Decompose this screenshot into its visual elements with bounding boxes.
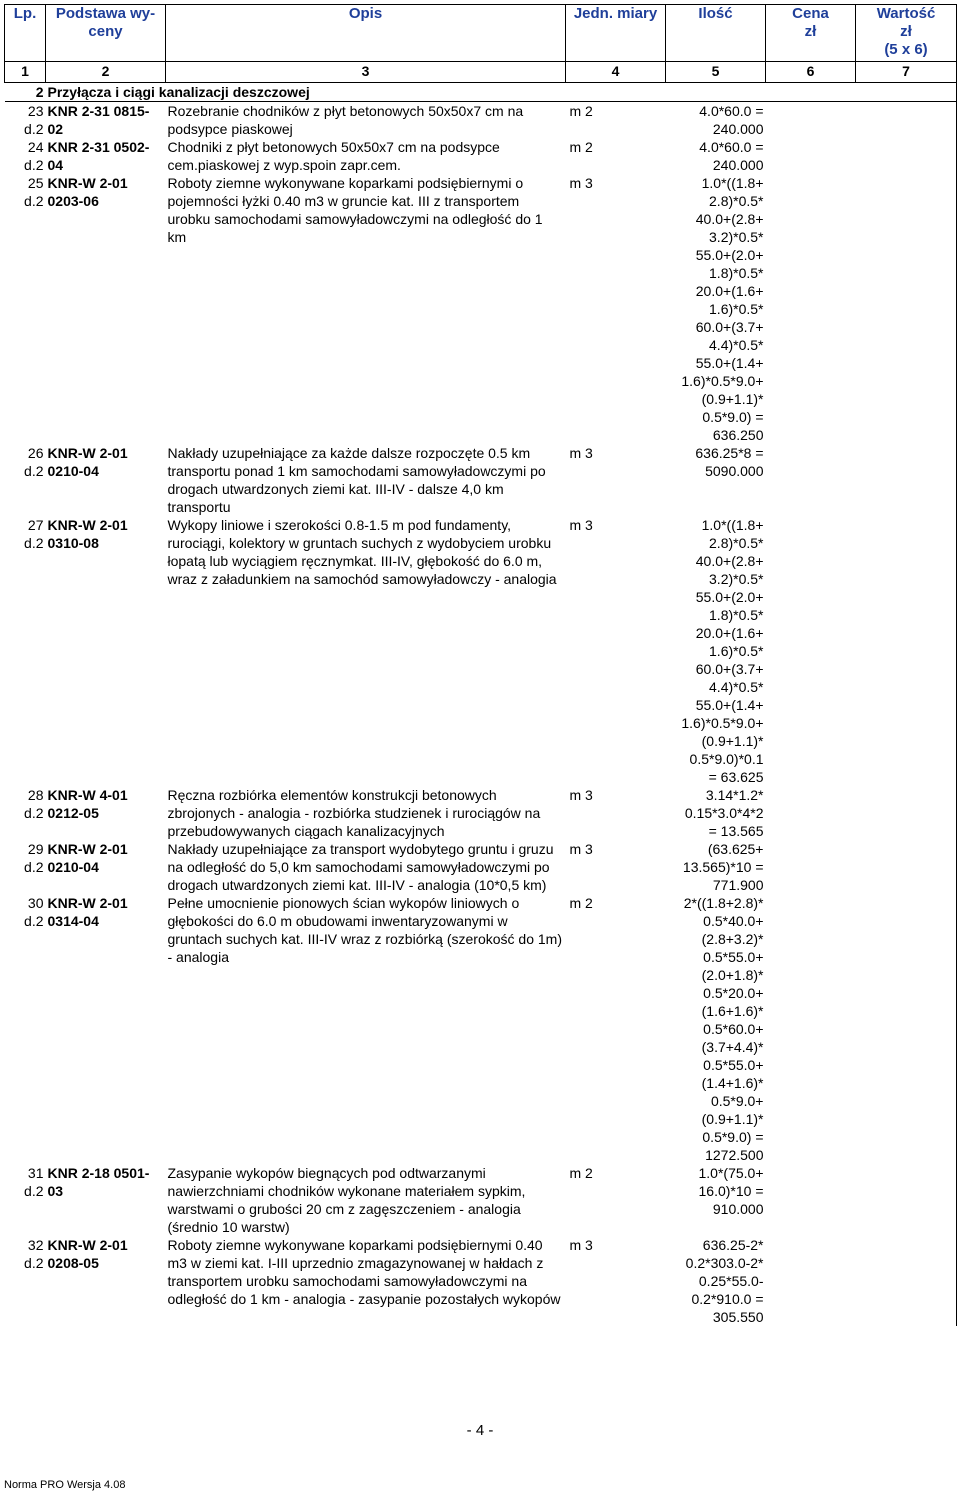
table-row — [5, 1164, 957, 1236]
row-basis: KNR 2-31 0815- 02 — [47, 103, 150, 137]
row-quantity: 1.0*(75.0+ 16.0)*10 = 910.000 — [698, 1165, 764, 1217]
header-opis: Opis — [166, 5, 566, 62]
table-row — [5, 444, 957, 516]
row-value — [856, 516, 957, 786]
column-number: 2 — [46, 62, 166, 83]
row-basis: KNR 2-31 0502- 04 — [47, 139, 150, 173]
row-price — [766, 138, 856, 174]
row-lp: 29 d.2 — [24, 841, 44, 875]
row-unit: m 2 — [569, 103, 593, 119]
row-price — [766, 786, 856, 840]
table-row — [5, 516, 957, 786]
row-quantity: 1.0*((1.8+ 2.8)*0.5* 40.0+(2.8+ 3.2)*0.5* 55.0+(2.0+ 1.8)*0.5* 20.0+(1.6+ 1.6)*0.5* 60.0+(3.7+ 4.4)*0.5* 55.0+(1.4+ 1.6)*0.5*9.0+ (0.9+1.1)* 0.5*9.0) = 636.250 — [681, 175, 764, 443]
row-quantity: 3.14*1.2* 0.15*3.0*4*2 = 13.565 — [684, 787, 764, 839]
row-basis: KNR-W 2-01 0314-04 — [47, 895, 128, 929]
row-lp: 27 d.2 — [24, 517, 44, 551]
row-quantity: 4.0*60.0 = 240.000 — [699, 103, 764, 137]
row-lp: 28 d.2 — [24, 787, 44, 821]
row-basis: KNR-W 2-01 0210-04 — [47, 445, 128, 479]
section-row — [5, 83, 957, 102]
row-lp: 30 d.2 — [24, 895, 44, 929]
table-row — [5, 840, 957, 894]
row-value — [856, 138, 957, 174]
table-row — [5, 894, 957, 1164]
row-price — [766, 516, 856, 786]
row-value — [856, 786, 957, 840]
row-description: Rozebranie chodników z płyt betonowych 50x50x7 cm na podsypce piaskowej — [167, 103, 524, 137]
row-lp: 24 d.2 — [24, 139, 44, 173]
row-unit: m 3 — [569, 517, 593, 533]
row-lp: 26 d.2 — [24, 445, 44, 479]
row-price — [766, 1236, 856, 1326]
row-unit: m 3 — [569, 1237, 593, 1253]
row-basis: KNR-W 2-01 0310-08 — [47, 517, 128, 551]
row-price — [766, 444, 856, 516]
row-price — [766, 894, 856, 1164]
column-number: 1 — [5, 62, 46, 83]
header-jedn: Jedn. miary — [566, 5, 666, 62]
row-value — [856, 444, 957, 516]
row-description: Roboty ziemne wykonywane koparkami podsiębiernymi 0.40 m3 w ziemi kat. I-III uprzednio zmagazynowanej w hałdach z transportem urobku samochodami samowyładowczymi na odległość do 1 km - analogia - zasypanie pozostałych wykopów — [167, 1237, 561, 1307]
header-podstawa: Podstawa wy- ceny — [46, 5, 166, 62]
table-row — [5, 174, 957, 444]
row-quantity: 1.0*((1.8+ 2.8)*0.5* 40.0+(2.8+ 3.2)*0.5* 55.0+(2.0+ 1.8)*0.5* 20.0+(1.6+ 1.6)*0.5* 60.0+(3.7+ 4.4)*0.5* 55.0+(1.4+ 1.6)*0.5*9.0+ (0.9+1.1)* 0.5*9.0)*0.1 = 63.625 — [681, 517, 764, 785]
row-quantity: 2*((1.8+2.8)* 0.5*40.0+ (2.8+3.2)* 0.5*55.0+ (2.0+1.8)* 0.5*20.0+ (1.6+1.6)* 0.5*60.0+ (3.7+4.4)* 0.5*55.0+ (1.4+1.6)* 0.5*9.0+ (0.9+1.1)* 0.5*9.0) = 1272.500 — [683, 895, 764, 1163]
row-description: Ręczna rozbiórka elementów konstrukcji betonowych zbrojonych - analogia - rozbiórka studzienek i rurociągów na przebudowywanych ciągach kanalizacyjnych — [167, 787, 541, 839]
row-description: Pełne umocnienie pionowych ścian wykopów liniowych o głębokości do 6.0 m obudowami inwentaryzowanymi w gruntach suchych kat. III-IV wraz z rozbiórką (szerokość do 1m) - analogia — [167, 895, 562, 965]
row-lp: 31 d.2 — [24, 1165, 44, 1199]
section-number: 2 — [5, 83, 46, 102]
header-ilosc: Ilość — [666, 5, 766, 62]
table-body — [5, 83, 957, 1327]
row-quantity: 636.25*8 = 5090.000 — [695, 445, 764, 479]
row-value — [856, 1164, 957, 1236]
row-unit: m 3 — [569, 445, 593, 461]
row-price — [766, 102, 856, 139]
row-quantity: 4.0*60.0 = 240.000 — [699, 139, 764, 173]
footer-version: Norma PRO Wersja 4.08 — [4, 1479, 126, 1491]
column-number: 4 — [566, 62, 666, 83]
row-description: Nakłady uzupełniające za każde dalsze rozpoczęte 0.5 km transportu ponad 1 km samochodami samowyładowczymi po drogach utwardzonych ziemi kat. III-IV - dalsze 4,0 km transportu — [167, 445, 546, 515]
row-basis: KNR 2-18 0501- 03 — [47, 1165, 150, 1199]
row-basis: KNR-W 2-01 0203-06 — [47, 175, 128, 209]
header-wartosc: Wartość zł (5 x 6) — [856, 5, 957, 62]
row-unit: m 3 — [569, 787, 593, 803]
cost-estimate-table — [4, 4, 957, 1326]
row-quantity: (63.625+ 13.565)*10 = 771.900 — [682, 841, 764, 893]
row-basis: KNR-W 2-01 0208-05 — [47, 1237, 128, 1271]
row-value — [856, 174, 957, 444]
row-value — [856, 1236, 957, 1326]
table-row — [5, 102, 957, 139]
header-row — [5, 5, 957, 62]
table-row — [5, 786, 957, 840]
row-lp: 25 d.2 — [24, 175, 44, 209]
column-number: 5 — [666, 62, 766, 83]
page-number: - 4 - — [466, 1422, 494, 1439]
table-row — [5, 1236, 957, 1326]
row-price — [766, 1164, 856, 1236]
column-number: 7 — [856, 62, 957, 83]
row-description: Wykopy liniowe i szerokości 0.8-1.5 m pod fundamenty, rurociągi, kolektory w gruntach suchych z wydobyciem urobku łopatą lub wyciągiem ręcznymkat. III-IV, głębokość do 6.0 m, wraz z załadunkiem na samochód samowyładowczy - analogia — [167, 517, 557, 587]
column-number: 3 — [166, 62, 566, 83]
row-unit: m 2 — [569, 1165, 593, 1181]
row-value — [856, 894, 957, 1164]
column-number: 6 — [766, 62, 856, 83]
row-price — [766, 174, 856, 444]
column-number-row — [5, 62, 957, 83]
row-description: Zasypanie wykopów biegnących pod odtwarzanymi nawierzchniami chodników wykonane materiałem sypkim, warstwami o grubości 20 cm z zagęszczeniem - analogia (średnio 10 warstw) — [167, 1165, 526, 1235]
row-value — [856, 102, 957, 139]
table-row — [5, 138, 957, 174]
row-lp: 32 d.2 — [24, 1237, 44, 1271]
header-cena: Cena zł — [766, 5, 856, 62]
row-basis: KNR-W 2-01 0210-04 — [47, 841, 128, 875]
header-lp: Lp. — [5, 5, 46, 62]
row-value — [856, 840, 957, 894]
section-title: Przyłącza i ciągi kanalizacji deszczowej — [46, 83, 957, 102]
row-unit: m 2 — [569, 895, 593, 911]
row-unit: m 3 — [569, 175, 593, 191]
row-unit: m 3 — [569, 841, 593, 857]
row-basis: KNR-W 4-01 0212-05 — [47, 787, 128, 821]
row-description: Chodniki z płyt betonowych 50x50x7 cm na podsypce cem.piaskowej z wyp.spoin zapr.cem. — [167, 139, 500, 173]
row-unit: m 2 — [569, 139, 593, 155]
row-description: Roboty ziemne wykonywane koparkami podsiębiernymi o pojemności łyżki 0.40 m3 w gruncie kat. III z transportem urobku samochodami samowyładowczymi na odległość do 1 km — [167, 175, 543, 245]
row-description: Nakłady uzupełniające za transport wydobytego gruntu i gruzu na odległość do 5,0 km samochodami samowyładowczymi po drogach utwardzonych ziemi kat. III-IV - analogia (10*0,5 km) — [167, 841, 554, 893]
row-price — [766, 840, 856, 894]
row-lp: 23 d.2 — [24, 103, 44, 137]
row-quantity: 636.25-2* 0.2*303.0-2* 0.25*55.0- 0.2*910.0 = 305.550 — [685, 1237, 764, 1325]
